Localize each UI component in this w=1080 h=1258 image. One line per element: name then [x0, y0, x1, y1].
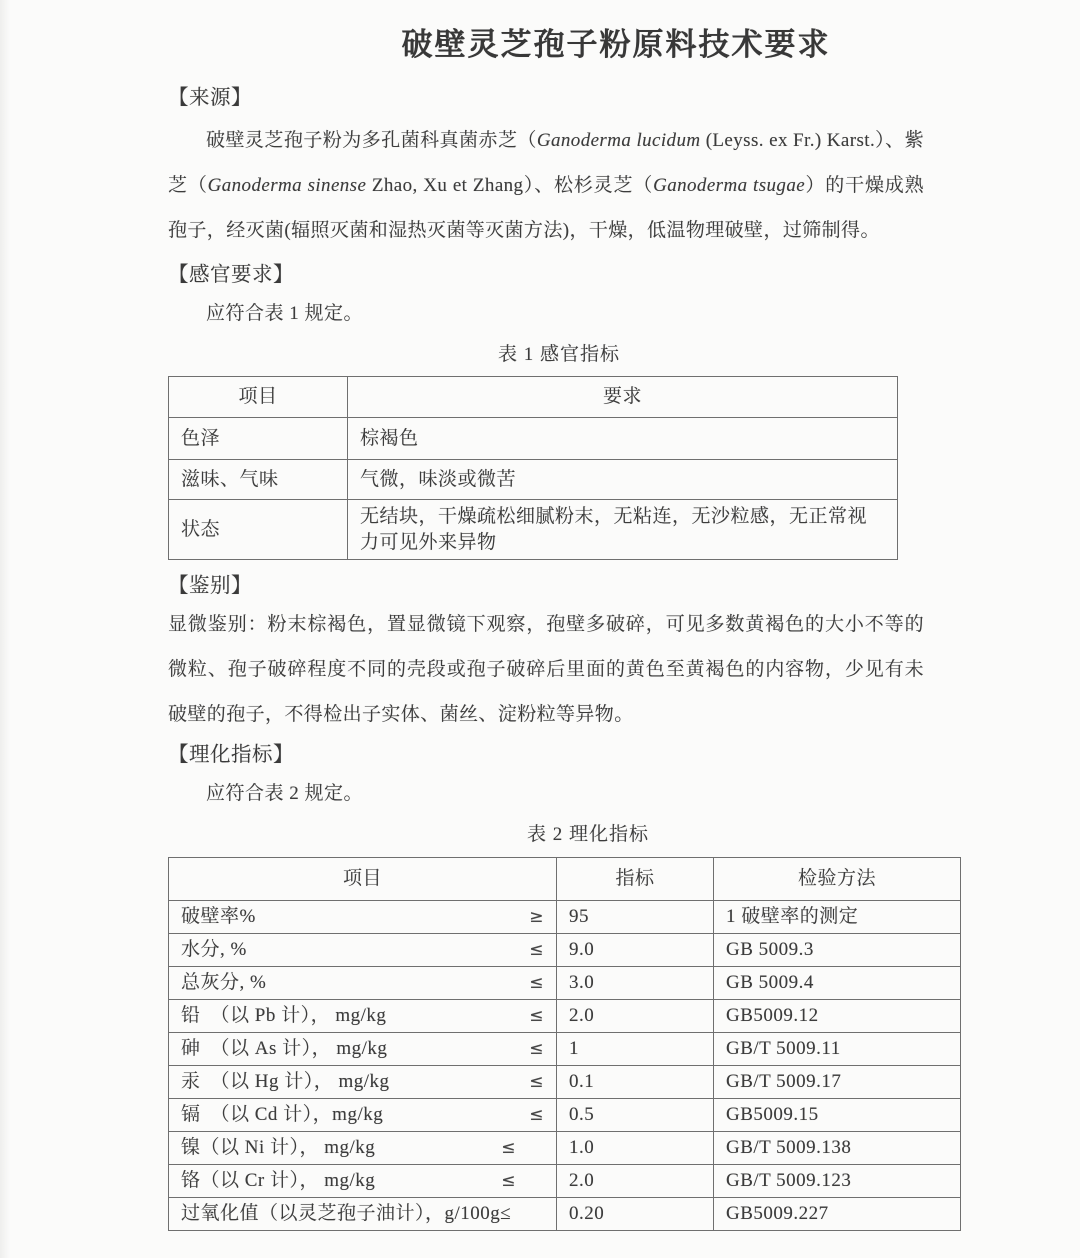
page-title: 破壁灵芝孢子粉原料技术要求 [401, 27, 831, 62]
spec-item-cell [169, 1099, 557, 1132]
species-name: Ganoderma sinense [207, 175, 367, 196]
table-cell: 棕褐色 [348, 418, 898, 460]
spec-item-label: 破壁率% [181, 906, 256, 927]
table-row [169, 1198, 961, 1231]
physchem-table-header [169, 858, 961, 901]
table-cell: 无结块，干燥疏松细腻粉末，无粘连，无沙粒感，无正常视力可见外来异物 [348, 500, 898, 560]
table-header-cell: 要求 [348, 377, 898, 418]
table-cell: 色泽 [169, 418, 348, 460]
table2-caption: 表 2 理化指标 [526, 824, 649, 845]
table-header-cell: 检验方法 [714, 858, 961, 901]
spec-method-cell: GB/T 5009.17 [714, 1066, 961, 1099]
table-header-row [169, 377, 898, 418]
spec-item-cell [169, 1033, 557, 1066]
spec-item-label: 过氧化值（以灵芝孢子油计），g/100g≤ [181, 1203, 512, 1224]
table1-caption: 表 1 感官指标 [497, 344, 620, 365]
paragraph-text: 破壁灵芝孢子粉为多孔菌科真菌赤芝（ [206, 130, 537, 151]
spec-method-cell: GB5009.12 [714, 1000, 961, 1033]
spec-value-cell: 1 [557, 1033, 714, 1066]
source-paragraph [168, 118, 924, 253]
spec-method-cell: GB/T 5009.11 [714, 1033, 961, 1066]
spec-value-cell: 95 [557, 901, 714, 934]
table-header-row [169, 858, 961, 901]
table-row [169, 967, 961, 1000]
paragraph-text: ）的干燥成熟孢子，经灭菌(辐照灭菌和湿热灭菌等灭菌方法)，干燥，低温物理破壁，过筛制得。 [168, 175, 924, 241]
sensory-table [168, 376, 898, 560]
spec-item-cell [169, 1132, 557, 1165]
table-cell: 滋味、气味 [169, 460, 348, 500]
physchem-table [168, 857, 961, 1231]
section-heading-source: 【来源】 [168, 87, 252, 109]
spec-value-cell: 0.20 [557, 1198, 714, 1231]
spec-method-cell: GB 5009.4 [714, 967, 961, 1000]
physchem-table-body [169, 901, 961, 1231]
spec-item-cell [169, 967, 557, 1000]
comparison-symbol: ≤ [529, 1006, 544, 1026]
comparison-symbol: ≥ [529, 907, 544, 927]
comparison-symbol: ≤ [529, 940, 544, 960]
identification-paragraph: 显微鉴别：粉末棕褐色，置显微镜下观察，孢壁多破碎，可见多数黄褐色的大小不等的微粒、孢子破碎程度不同的壳段或孢子破碎后里面的黄色至黄褐色的内容物，少见有未破壁的孢子，不得检出子实体、菌丝、淀粉粒等异物。 [168, 614, 924, 725]
spec-item-label: 铬（以 Cr 计）， mg/kg [181, 1170, 376, 1191]
section-heading-physchem: 【理化指标】 [168, 744, 294, 766]
table-row [169, 934, 961, 967]
spec-method-cell: 1 破壁率的测定 [714, 901, 961, 934]
spec-item-label: 总灰分, % [181, 972, 267, 993]
table-row [169, 1099, 961, 1132]
spec-item-label: 水分, % [181, 939, 247, 960]
section-heading-identification: 【鉴别】 [168, 575, 252, 597]
comparison-symbol: ≤ [529, 1072, 544, 1092]
paragraph-text: Zhao, Xu et Zhang）、松杉灵芝（ [366, 175, 654, 196]
spec-method-cell: GB 5009.3 [714, 934, 961, 967]
table-cell: 状态 [169, 500, 348, 560]
table-row [169, 901, 961, 934]
physchem-note: 应符合表 2 规定。 [206, 783, 364, 804]
spec-value-cell: 1.0 [557, 1132, 714, 1165]
spec-item-cell [169, 934, 557, 967]
table-header-cell: 指标 [557, 858, 714, 901]
table-row [169, 460, 898, 500]
spec-value-cell: 9.0 [557, 934, 714, 967]
spec-item-label: 镍（以 Ni 计）， mg/kg [181, 1137, 376, 1158]
sensory-note: 应符合表 1 规定。 [206, 303, 364, 324]
section-heading-sensory: 【感官要求】 [168, 264, 294, 286]
table-row [169, 1033, 961, 1066]
spec-item-cell [169, 1198, 557, 1231]
comparison-symbol: ≤ [529, 1105, 544, 1125]
table-header-cell: 项目 [169, 858, 557, 901]
spec-item-cell [169, 901, 557, 934]
spec-item-cell [169, 1000, 557, 1033]
spec-method-cell: GB5009.227 [714, 1198, 961, 1231]
spec-method-cell: GB/T 5009.123 [714, 1165, 961, 1198]
spec-method-cell: GB/T 5009.138 [714, 1132, 961, 1165]
spec-value-cell: 0.1 [557, 1066, 714, 1099]
spec-item-cell [169, 1165, 557, 1198]
comparison-symbol: ≤ [529, 1039, 544, 1059]
table-row [169, 1165, 961, 1198]
spec-value-cell: 2.0 [557, 1165, 714, 1198]
spec-value-cell: 0.5 [557, 1099, 714, 1132]
spec-item-cell [169, 1066, 557, 1099]
table-row [169, 1066, 961, 1099]
table-row [169, 1000, 961, 1033]
table-header-cell: 项目 [169, 377, 348, 418]
paragraph-text: (Leyss. ex Fr.) Karst.）、紫芝（ [168, 130, 924, 196]
sensory-table-header [169, 377, 898, 418]
spec-method-cell: GB5009.15 [714, 1099, 961, 1132]
spec-item-label: 汞 （以 Hg 计）， mg/kg [181, 1071, 390, 1092]
table-row [169, 418, 898, 460]
sensory-table-body [169, 418, 898, 560]
comparison-symbol: ≤ [501, 1171, 516, 1191]
spec-item-label: 镉 （以 Cd 计），mg/kg [181, 1104, 384, 1125]
spec-item-label: 铅 （以 Pb 计）， mg/kg [181, 1005, 387, 1026]
spec-value-cell: 2.0 [557, 1000, 714, 1033]
spec-value-cell: 3.0 [557, 967, 714, 1000]
table-cell: 气微，味淡或微苦 [348, 460, 898, 500]
table-row [169, 1132, 961, 1165]
species-name: Ganoderma lucidum [536, 130, 701, 151]
spec-item-label: 砷 （以 As 计）， mg/kg [181, 1038, 388, 1059]
table-row [169, 500, 898, 560]
comparison-symbol: ≤ [501, 1138, 516, 1158]
comparison-symbol: ≤ [529, 973, 544, 993]
species-name: Ganoderma tsugae [653, 175, 806, 196]
